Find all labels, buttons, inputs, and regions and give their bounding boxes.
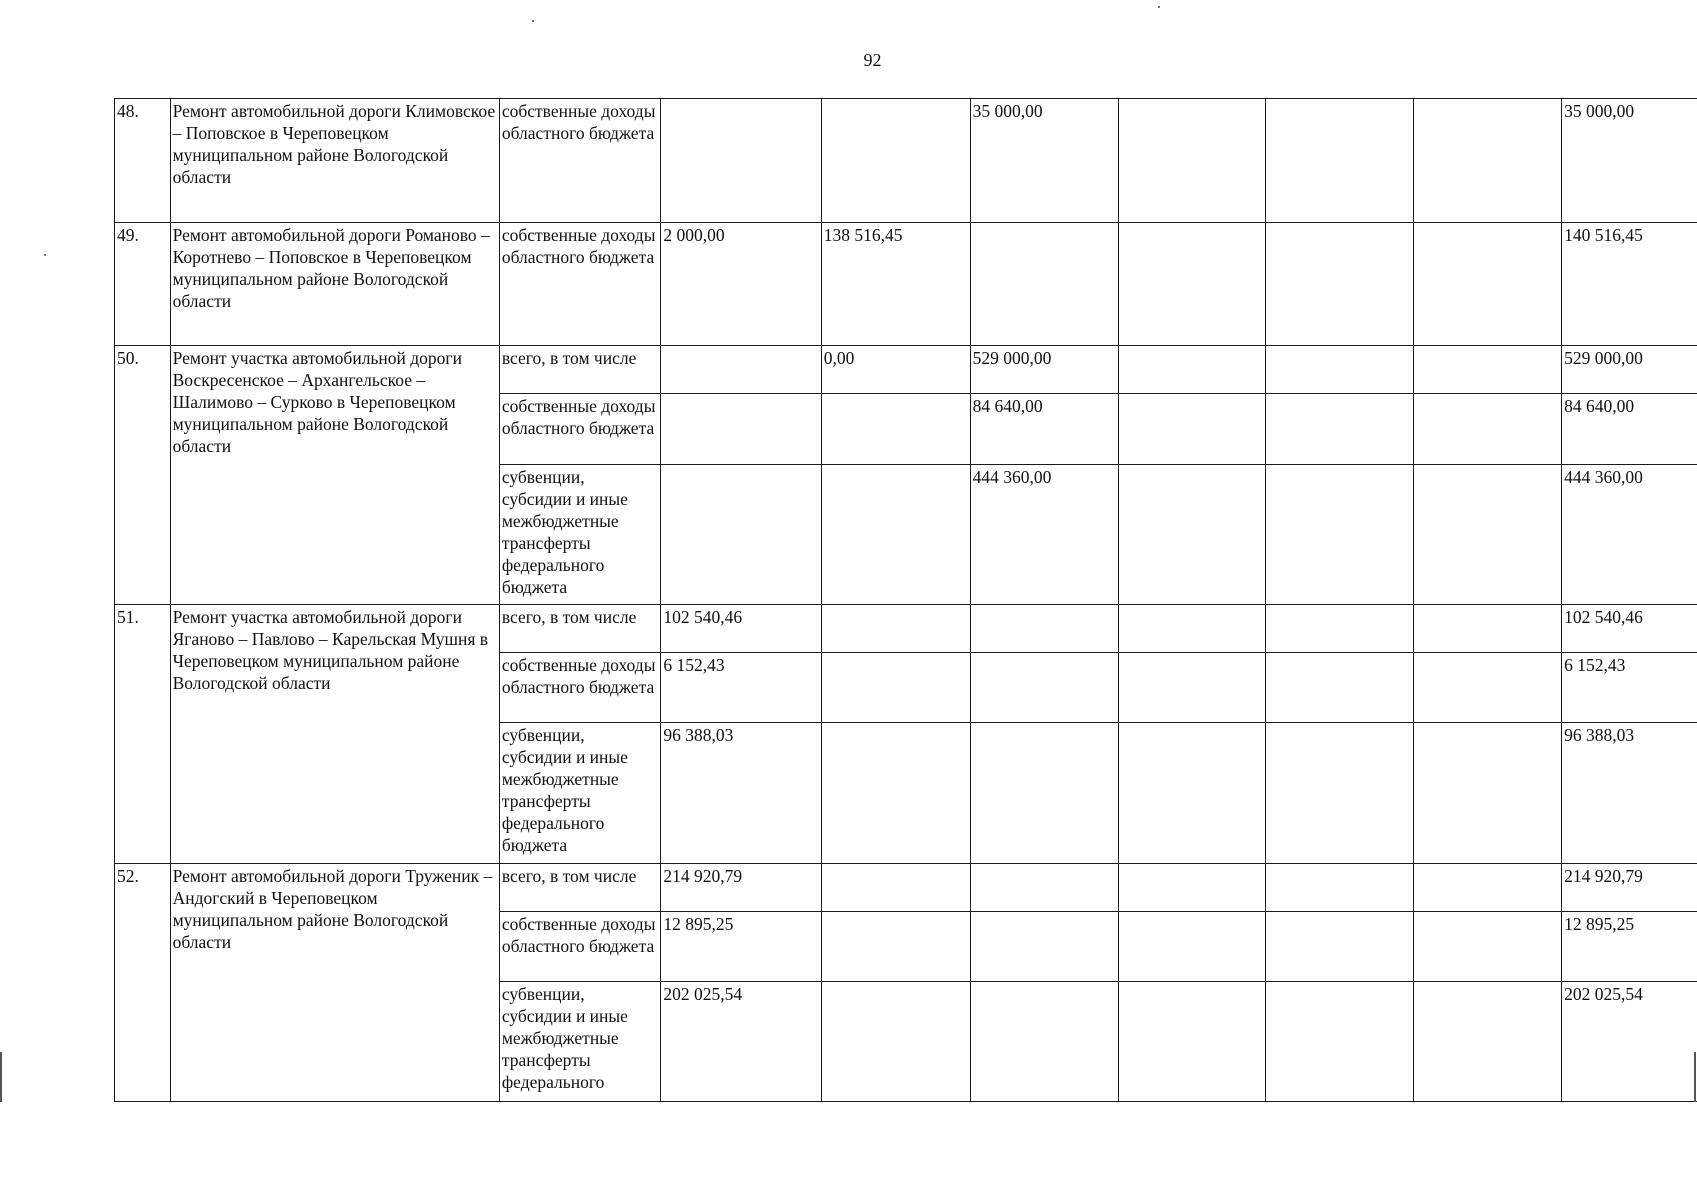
value-cell: 12 895,25 (661, 912, 821, 982)
row-number: 51. (115, 605, 171, 864)
value-cell (970, 982, 1118, 1102)
table-row (115, 605, 1697, 653)
value-cell (661, 99, 821, 223)
row-number: 49. (115, 223, 171, 346)
value-cell: 138 516,45 (821, 223, 970, 346)
value-cell (1414, 982, 1562, 1102)
value-cell (1266, 346, 1414, 394)
value-cell (970, 653, 1118, 723)
value-cell (1118, 653, 1266, 723)
value-cell (821, 653, 970, 723)
value-cell: 214 920,79 (661, 864, 821, 912)
value-cell: 84 640,00 (970, 394, 1118, 465)
value-cell (1414, 605, 1562, 653)
table-row (115, 346, 1697, 394)
value-cell (821, 394, 970, 465)
funding-source: всего, в том числе (499, 346, 660, 394)
row-number: 52. (115, 864, 171, 1102)
value-cell (1266, 723, 1414, 864)
value-cell (970, 864, 1118, 912)
value-cell (1414, 346, 1562, 394)
value-cell (970, 605, 1118, 653)
value-cell (1414, 223, 1562, 346)
table-body (115, 99, 1697, 1102)
value-cell (1266, 465, 1414, 605)
total-cell: 444 360,00 (1562, 465, 1697, 605)
total-cell: 12 895,25 (1562, 912, 1697, 982)
total-cell: 35 000,00 (1562, 99, 1697, 223)
value-cell (1266, 864, 1414, 912)
value-cell (970, 223, 1118, 346)
funding-source: субвенции, субсидии и иные межбюджетные трансферты федерального бюджета (499, 465, 660, 605)
funding-source: субвенции, субсидии и иные межбюджетные трансферты федерального (499, 982, 660, 1102)
value-cell (661, 465, 821, 605)
value-cell: 202 025,54 (661, 982, 821, 1102)
value-cell (970, 912, 1118, 982)
value-cell (1414, 864, 1562, 912)
funding-source: собственные доходы областного бюджета (499, 394, 660, 465)
value-cell (821, 982, 970, 1102)
scan-edge-mark (1694, 1052, 1696, 1102)
value-cell: 2 000,00 (661, 223, 821, 346)
value-cell (1118, 864, 1266, 912)
value-cell (821, 912, 970, 982)
object-name: Ремонт автомобильной дороги Климовское – Поповское в Череповецком муниципальном районе Вологодской области (170, 99, 499, 223)
page-number: 92 (863, 50, 882, 70)
value-cell: 102 540,46 (661, 605, 821, 653)
value-cell (1118, 605, 1266, 653)
funding-source: собственные доходы областного бюджета (499, 223, 660, 346)
value-cell (1414, 723, 1562, 864)
value-cell (821, 723, 970, 864)
value-cell (1414, 912, 1562, 982)
object-name: Ремонт автомобильной дороги Романово – Коротнево – Поповское в Череповецком муниципальном районе Вологодской области (170, 223, 499, 346)
funding-source: собственные доходы областного бюджета (499, 99, 660, 223)
value-cell (821, 465, 970, 605)
value-cell (661, 394, 821, 465)
object-name: Ремонт автомобильной дороги Труженик – Андогский в Череповецком муниципальном районе Вологодской области (170, 864, 499, 1102)
value-cell (1118, 982, 1266, 1102)
value-cell (1266, 653, 1414, 723)
value-cell (821, 99, 970, 223)
scan-dot (44, 254, 46, 256)
object-name: Ремонт участка автомобильной дороги Яганово – Павлово – Карельская Мушня в Череповецком муниципальном районе Вологодской области (170, 605, 499, 864)
value-cell: 96 388,03 (661, 723, 821, 864)
value-cell (1266, 99, 1414, 223)
value-cell (1118, 223, 1266, 346)
value-cell: 529 000,00 (970, 346, 1118, 394)
value-cell: 35 000,00 (970, 99, 1118, 223)
value-cell (1266, 982, 1414, 1102)
funding-source: собственные доходы областного бюджета (499, 653, 660, 723)
funding-source: собственные доходы областного бюджета (499, 912, 660, 982)
value-cell: 444 360,00 (970, 465, 1118, 605)
value-cell (1118, 394, 1266, 465)
value-cell (821, 864, 970, 912)
value-cell (1266, 605, 1414, 653)
value-cell (1118, 912, 1266, 982)
row-number: 48. (115, 99, 171, 223)
value-cell (1266, 912, 1414, 982)
total-cell: 6 152,43 (1562, 653, 1697, 723)
value-cell (1118, 346, 1266, 394)
table-row (115, 99, 1697, 223)
value-cell (1414, 653, 1562, 723)
scan-dot (1158, 6, 1160, 8)
value-cell (1414, 394, 1562, 465)
total-cell: 214 920,79 (1562, 864, 1697, 912)
total-cell: 96 388,03 (1562, 723, 1697, 864)
value-cell (1118, 723, 1266, 864)
value-cell (1414, 465, 1562, 605)
value-cell: 6 152,43 (661, 653, 821, 723)
total-cell: 202 025,54 (1562, 982, 1697, 1102)
object-name: Ремонт участка автомобильной дороги Воскресенское – Архангельское – Шалимово – Сурково в Череповецком муниципальном районе Вологодской области (170, 346, 499, 605)
scan-dot (532, 20, 534, 22)
value-cell (661, 346, 821, 394)
value-cell (1118, 99, 1266, 223)
total-cell: 84 640,00 (1562, 394, 1697, 465)
funding-source: всего, в том числе (499, 605, 660, 653)
funding-source: субвенции, субсидии и иные межбюджетные трансферты федерального бюджета (499, 723, 660, 864)
scan-edge-mark (0, 1052, 2, 1102)
value-cell: 0,00 (821, 346, 970, 394)
table-row (115, 223, 1697, 346)
value-cell (1266, 223, 1414, 346)
value-cell (821, 605, 970, 653)
value-cell (970, 723, 1118, 864)
row-number: 50. (115, 346, 171, 605)
budget-table (114, 98, 1697, 1102)
total-cell: 529 000,00 (1562, 346, 1697, 394)
value-cell (1118, 465, 1266, 605)
funding-source: всего, в том числе (499, 864, 660, 912)
total-cell: 140 516,45 (1562, 223, 1697, 346)
value-cell (1414, 99, 1562, 223)
value-cell (1266, 394, 1414, 465)
total-cell: 102 540,46 (1562, 605, 1697, 653)
table-row (115, 864, 1697, 912)
